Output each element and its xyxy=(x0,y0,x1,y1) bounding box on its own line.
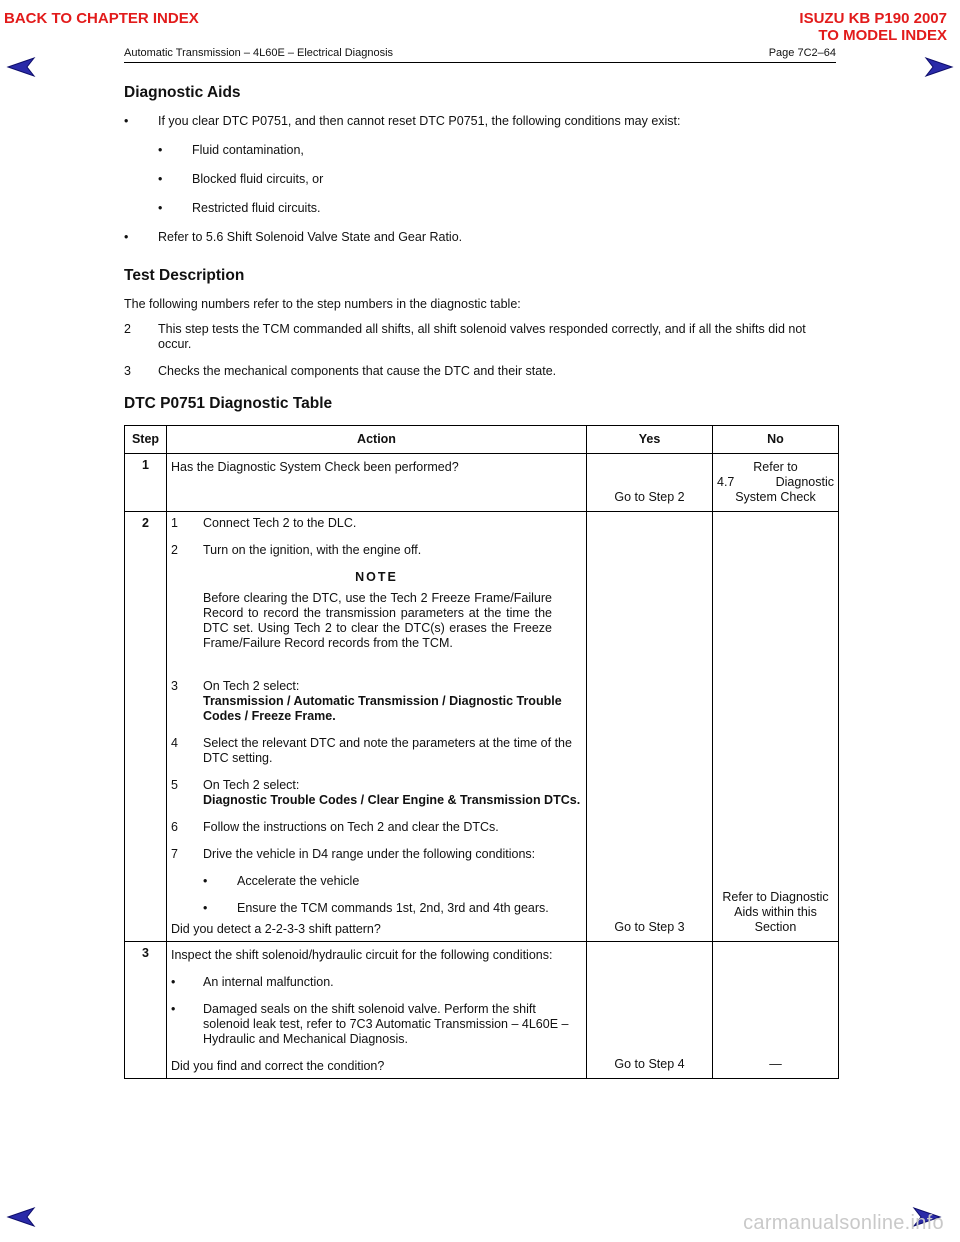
table-header-row xyxy=(125,426,839,454)
drive-condition xyxy=(203,901,582,916)
sub-step xyxy=(171,543,582,558)
no-text-line: Refer to xyxy=(753,460,798,474)
step-question: Did you detect a 2-2-3-3 shift pattern? xyxy=(171,922,381,936)
condition-item xyxy=(124,143,838,158)
no-text: — xyxy=(769,1057,782,1071)
sub-step xyxy=(171,847,582,862)
sub-step xyxy=(171,736,582,766)
step-question: Did you find and correct the condition? xyxy=(171,1059,385,1073)
no-cell xyxy=(713,512,839,942)
diag-aids-intro: If you clear DTC P0751, and then cannot reset DTC P0751, the following conditions may exist: xyxy=(158,114,681,128)
page-number: Page 7C2–64 xyxy=(768,47,836,59)
bullet-icon: • xyxy=(124,230,129,244)
item-text: This step tests the TCM commanded all shifts, all shift solenoid valves responded correctly, and if all the shifts did not occur. xyxy=(158,322,806,351)
back-to-chapter-index-link[interactable]: BACK TO CHAPTER INDEX xyxy=(4,10,199,27)
condition-item xyxy=(124,201,838,216)
inspect-condition-text: Damaged seals on the shift solenoid valve. Perform the shift solenoid leak test, refer to 7C3 Automatic Transmission – 4L60E – Hydraulic and Mechanical Diagnosis. xyxy=(203,1002,569,1046)
sub-step-text: On Tech 2 select: xyxy=(203,778,300,792)
diagnostic-aids-heading: Diagnostic Aids xyxy=(124,84,241,101)
bullet-icon: • xyxy=(158,172,163,186)
no-text-line: System Check xyxy=(735,490,816,504)
sub-step-text: On Tech 2 select: xyxy=(203,679,300,693)
header-yes: Yes xyxy=(587,426,713,454)
item-number: 3 xyxy=(124,364,131,378)
table-row xyxy=(125,942,839,1079)
sub-step-number: 6 xyxy=(171,820,178,834)
prev-page-left-arrow-icon[interactable] xyxy=(6,1206,36,1228)
sub-step-text: Drive the vehicle in D4 range under the following conditions: xyxy=(203,847,536,861)
back-to-model-index-link[interactable]: TO MODEL INDEX xyxy=(818,27,947,44)
inspect-condition-text: An internal malfunction. xyxy=(203,975,334,989)
page-content xyxy=(124,84,838,1079)
sub-step-number: 3 xyxy=(171,679,178,693)
condition-item xyxy=(124,172,838,187)
watermark-text: carmanualsonline.info xyxy=(743,1212,944,1234)
bullet-icon: • xyxy=(203,901,208,915)
sub-step xyxy=(171,820,582,835)
note-heading: NOTE xyxy=(355,570,398,584)
no-text-line xyxy=(717,475,834,490)
no-cell xyxy=(713,454,839,512)
bullet-icon: • xyxy=(171,975,176,989)
table-row xyxy=(125,512,839,942)
condition-text: Restricted fluid circuits. xyxy=(192,201,321,215)
test-description-item xyxy=(124,364,838,379)
action-text: Inspect the shift solenoid/hydraulic circuit for the following conditions: xyxy=(171,948,553,962)
header-rule xyxy=(124,62,836,63)
menu-path: Transmission / Automatic Transmission / Diagnostic Trouble Codes / Freeze Frame. xyxy=(203,694,562,723)
sub-step-number: 1 xyxy=(171,516,178,530)
condition-text: Blocked fluid circuits, or xyxy=(192,172,324,186)
note-text: Before clearing the DTC, use the Tech 2 Freeze Frame/Failure Record to record the transmission parameters at the time the DTC set. Using Tech 2 to clear the DTC(s) erases the Freeze Frame/Failure Record records from the TCM. xyxy=(203,591,552,650)
header-action: Action xyxy=(167,426,587,454)
step-number: 1 xyxy=(125,454,167,512)
drive-condition xyxy=(203,874,582,889)
diag-aids-refer xyxy=(124,230,838,245)
sub-step xyxy=(171,516,582,531)
running-header-title: Automatic Transmission – 4L60E – Electrical Diagnosis xyxy=(124,47,394,59)
drive-condition-text: Accelerate the vehicle xyxy=(237,874,360,888)
next-page-right-arrow-icon[interactable] xyxy=(924,56,954,78)
no-text-part: 4.7 xyxy=(717,475,735,489)
test-description-heading: Test Description xyxy=(124,267,245,284)
table-row xyxy=(125,454,839,512)
sub-step xyxy=(171,778,582,808)
drive-condition-text: Ensure the TCM commands 1st, 2nd, 3rd and 4th gears. xyxy=(237,901,549,915)
sub-step-text: Follow the instructions on Tech 2 and clear the DTCs. xyxy=(203,820,499,834)
model-nav-block xyxy=(799,10,947,44)
item-number: 2 xyxy=(124,322,131,336)
inspect-condition xyxy=(171,975,582,990)
no-text: Refer to Diagnostic Aids within this Section xyxy=(722,890,829,934)
sub-step-number: 2 xyxy=(171,543,178,557)
inspect-condition xyxy=(171,1002,582,1047)
yes-text: Go to Step 4 xyxy=(614,1057,685,1071)
step-number: 3 xyxy=(125,942,167,1079)
prev-page-left-arrow-icon[interactable] xyxy=(6,56,36,78)
yes-cell xyxy=(587,942,713,1079)
bullet-icon: • xyxy=(171,1002,176,1016)
yes-cell xyxy=(587,512,713,942)
header-no: No xyxy=(713,426,839,454)
sub-step-number: 7 xyxy=(171,847,178,861)
action-cell xyxy=(167,512,587,942)
sub-step-number: 4 xyxy=(171,736,178,750)
no-text-part: Diagnostic xyxy=(775,475,834,489)
bullet-icon: • xyxy=(158,143,163,157)
sub-step-text: Turn on the ignition, with the engine off. xyxy=(203,543,422,557)
bullet-icon: • xyxy=(158,201,163,215)
action-cell xyxy=(167,454,587,512)
header-step: Step xyxy=(125,426,167,454)
yes-text: Go to Step 2 xyxy=(614,490,685,504)
no-cell xyxy=(713,942,839,1079)
condition-text: Fluid contamination, xyxy=(192,143,304,157)
action-cell xyxy=(167,942,587,1079)
test-description-intro: The following numbers refer to the step numbers in the diagnostic table: xyxy=(124,297,521,311)
diagnostic-table-heading: DTC P0751 Diagnostic Table xyxy=(124,395,333,412)
action-text: Has the Diagnostic System Check been performed? xyxy=(171,460,459,474)
bullet-icon: • xyxy=(203,874,208,888)
model-title: ISUZU KB P190 2007 xyxy=(799,10,947,27)
bullet-icon: • xyxy=(124,114,129,128)
diag-aids-bullet xyxy=(124,114,838,129)
yes-text: Go to Step 3 xyxy=(614,920,685,934)
item-text: Checks the mechanical components that cause the DTC and their state. xyxy=(158,364,557,378)
test-description-item xyxy=(124,322,838,352)
diagnostic-table xyxy=(124,425,839,1079)
sub-step-number: 5 xyxy=(171,778,178,792)
menu-path: Diagnostic Trouble Codes / Clear Engine & Transmission DTCs. xyxy=(203,793,581,807)
step-number: 2 xyxy=(125,512,167,942)
refer-text: Refer to 5.6 Shift Solenoid Valve State and Gear Ratio. xyxy=(158,230,463,244)
yes-cell xyxy=(587,454,713,512)
sub-step xyxy=(171,679,582,724)
sub-step-text: Select the relevant DTC and note the parameters at the time of the DTC setting. xyxy=(203,736,572,765)
sub-step-text: Connect Tech 2 to the DLC. xyxy=(203,516,357,530)
